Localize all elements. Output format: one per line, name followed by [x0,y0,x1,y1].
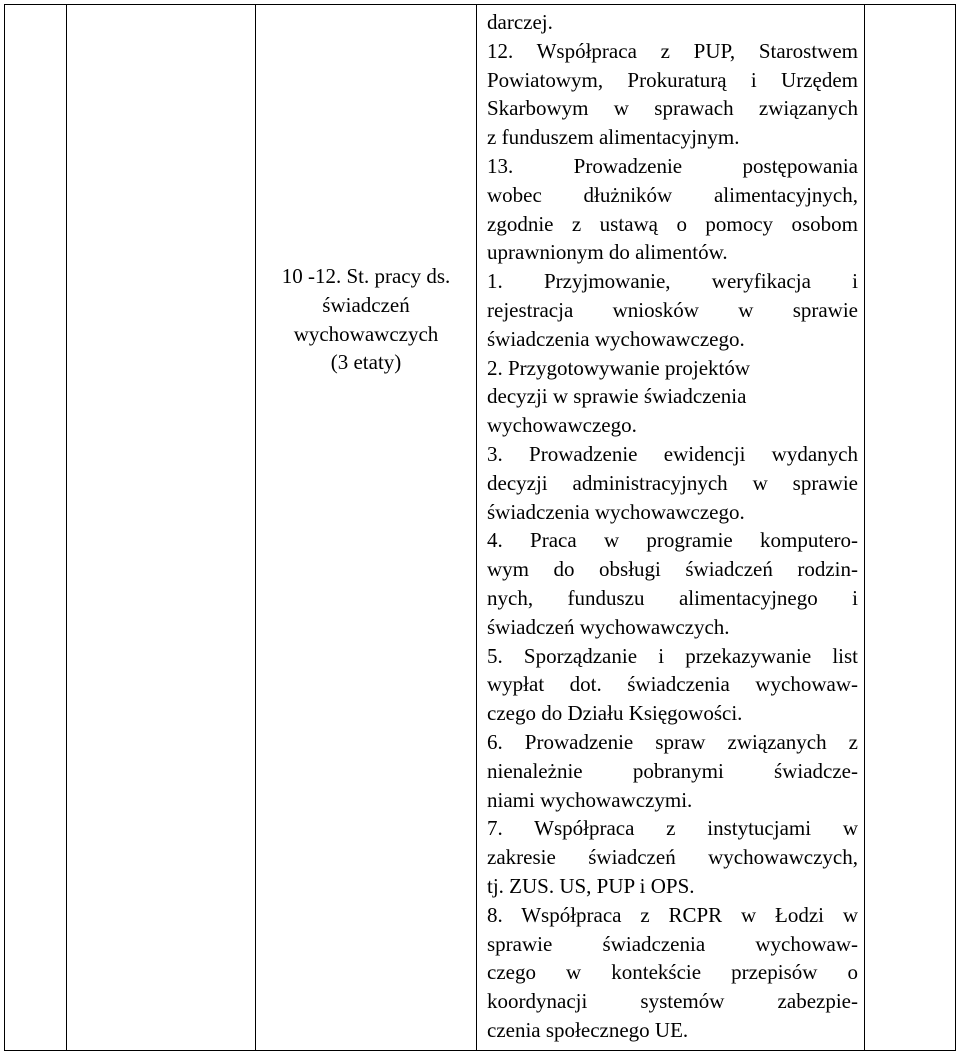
task-line: uprawnionym do alimentów. [487,240,728,265]
task-line: świadczeń wychowawczych. [487,614,730,639]
unit-name-line: 10 -12. St. pracy ds. [281,264,451,288]
task-line: nych, funduszu alimentacyjnego i [487,585,858,610]
task-line: zgodnie z ustawą o pomocy osobom [487,211,858,236]
task-line: nienależnie pobranymi świadcze- [487,758,858,783]
task-line: czego do Działu Księgowości. [487,701,743,726]
task-line: wychowawczego. [487,413,637,438]
task-line: rejestracja wniosków w sprawie [487,297,858,322]
task-line: wypłat dot. świadczenia wychowaw- [487,672,858,697]
unit-name-line: (3 etaty) [330,350,402,375]
empty-cell-2 [67,5,256,1051]
task-line: z funduszem alimentacyjnym. [487,125,740,150]
unit-name-line: świadczeń [322,292,410,317]
task-line: Skarbowym w sprawach związanych [487,96,858,121]
task-line: 1. Przyjmowanie, weryfikacja i [487,269,858,294]
task-line: koordynacji systemów zabezpie- [487,989,858,1014]
empty-cell-1 [5,5,67,1051]
task-line: świadczenia wychowawczego. [487,499,745,524]
task-line: Powiatowym, Prokuraturą i Urzędem [487,67,858,92]
task-line: czego w kontekście przepisów o [487,960,858,985]
table-row [5,5,956,1051]
task-line: 7. Współpraca z instytucjami w [487,816,858,841]
task-line: świadczenia wychowawczego. [487,326,745,351]
unit-name-cell [256,5,477,1051]
task-line: 4. Praca w programie komputero- [487,528,858,553]
task-line: sprawie świadczenia wychowaw- [487,931,858,956]
task-line: 6. Prowadzenie spraw związanych z [487,729,858,754]
tasks-cell [477,5,865,1051]
task-line: 12. Współpraca z PUP, Starostwem [487,38,858,63]
organization-table [4,4,956,1051]
task-line: niami wychowawczymi. [487,787,693,812]
task-line: decyzji administracyjnych w sprawie [487,470,858,495]
task-line: wobec dłużników alimentacyjnych, [487,182,858,207]
unit-name-line: wychowawczych [293,321,439,346]
task-line: 13. Prowadzenie postępowania [487,153,858,178]
task-line: wym do obsługi świadczeń rodzin- [487,557,858,582]
task-line: 5. Sporządzanie i przekazywanie list [487,643,858,668]
tasks-list [487,8,858,1045]
task-line: 2. Przygotowywanie projektów [487,355,751,380]
task-line: 8. Współpraca z RCPR w Łodzi w [487,902,858,927]
task-line: tj. ZUS. US, PUP i OPS. [487,873,695,898]
task-line: decyzji w sprawie świadczenia [487,384,747,409]
empty-cell-5 [865,5,956,1051]
task-line: czenia społecznego UE. [487,1017,689,1042]
task-line: 3. Prowadzenie ewidencji wydanych [487,441,858,466]
task-line: darczej. [487,10,553,34]
task-line: zakresie świadczeń wychowawczych, [487,845,858,870]
